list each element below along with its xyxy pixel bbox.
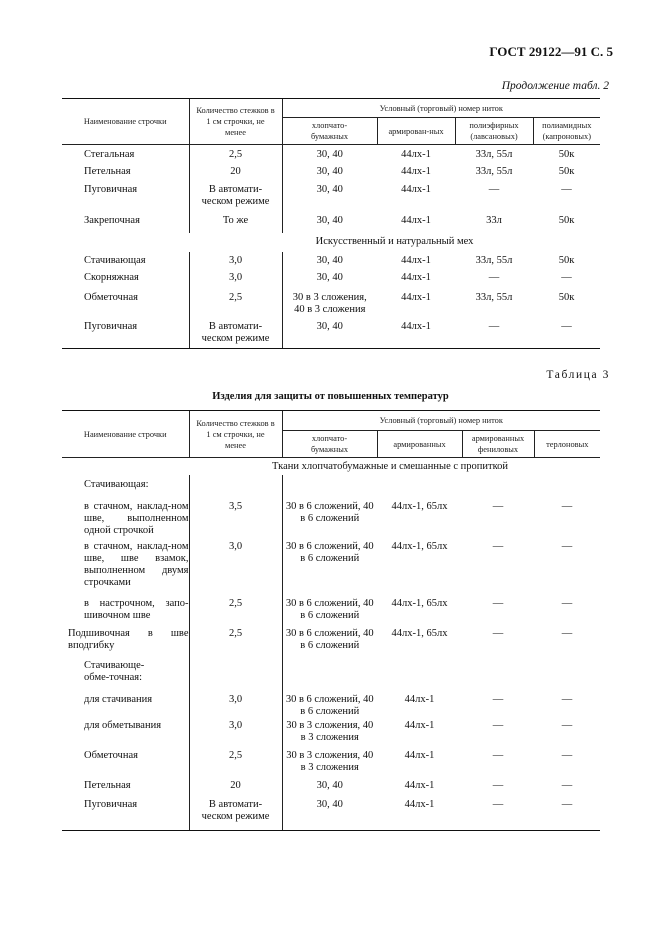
row-stitches: 3,0 (189, 718, 282, 748)
row-stitches: 2,5 (189, 748, 282, 778)
row-cotton: 30, 40 (282, 145, 377, 164)
header-thread-group: Условный (торговый) номер ниток (282, 99, 600, 118)
row-fen: — (492, 693, 504, 705)
row-arm: 44лх-1, 65лх (391, 500, 448, 512)
row-name: в стачном, наклад-ном шве, шве взамок, выполненном двумя строчками (84, 540, 189, 588)
row-arm: 44лх-1 (401, 149, 431, 160)
row-ter: — (561, 779, 573, 791)
row-stitches: 3,0 (189, 688, 282, 718)
row-arm: 44лх-1, 65лх (391, 627, 448, 639)
row-cotton: 30, 40 (282, 778, 377, 796)
row-poly: — (488, 183, 500, 195)
row-ter: — (561, 540, 573, 552)
row-name: в стачном, наклад-ном шве, выполненном одной строчкой (84, 500, 189, 536)
row-cotton: 30, 40 (282, 270, 377, 290)
row-fen: — (462, 796, 534, 831)
table-row (62, 164, 600, 182)
header-sub-cotton: хлопчато-бумажных (282, 118, 377, 145)
row-arm: 44лх-1, 65лх (391, 540, 448, 552)
table-row (62, 252, 600, 270)
row-ter: — (561, 693, 573, 705)
table-row (62, 688, 600, 718)
section-title: Искусственный и натуральный мех (315, 235, 474, 247)
row-name: Скорняжная (84, 271, 139, 283)
header-name: Наименование строчки (62, 99, 189, 145)
row-name: Пуговичная (84, 183, 138, 195)
row-name: Пуговичная (62, 796, 189, 831)
header-stitches: Количество стежков в 1 см строчки, не менее (189, 99, 282, 145)
row-cotton: 30, 40 (282, 213, 377, 233)
header-sub-pa: полиамидных (капроновых) (533, 118, 600, 145)
row-cotton: 30 в 6 сложений, 40 в 6 сложений (282, 494, 377, 539)
header-sub-fen: армированных фениловых (462, 431, 534, 458)
group-label: Стачивающе-обме-точная: (84, 659, 145, 683)
row-name: Пуговичная (62, 320, 189, 349)
row-arm: 44лх-1 (404, 719, 435, 731)
row-cotton: 30 в 3 сложения, 40 в 3 сложения (282, 748, 377, 778)
row-arm: 44лх-1 (401, 183, 431, 195)
row-stitches: 3,0 (189, 252, 282, 270)
row-pa: 50к (558, 149, 575, 160)
row-arm: 44лх-1 (401, 254, 431, 266)
row-cotton: 30, 40 (282, 320, 377, 349)
table-2 (62, 98, 600, 349)
row-stitches: 2,5 (189, 145, 282, 164)
row-cotton: 30, 40 (282, 252, 377, 270)
table-row (62, 182, 600, 213)
page-header: ГОСТ 29122—91 С. 5 (489, 44, 613, 59)
row-arm: 44лх-1 (404, 749, 435, 761)
row-fen: — (492, 779, 504, 791)
row-arm: 44лх-1 (401, 165, 431, 177)
header-sub-cotton: хлопчато-бумажных (282, 431, 377, 458)
table-row (62, 145, 600, 164)
row-fen: — (492, 627, 504, 639)
row-stitches: 20 (189, 164, 282, 182)
row-stitches: В автомати-ческом режиме (189, 182, 282, 213)
table-row (62, 290, 600, 320)
table-section-row (62, 458, 600, 475)
row-stitches: То же (189, 213, 282, 233)
header-sub-arm: армированных (377, 431, 462, 458)
row-poly: 33л, 55л (475, 165, 513, 177)
row-pa: — (533, 320, 600, 349)
header-thread-group: Условный (торговый) номер ниток (282, 411, 600, 431)
row-cotton: 30, 40 (282, 182, 377, 213)
row-cotton: 30 в 6 сложений, 40 в 6 сложений (282, 539, 377, 596)
row-arm: 44лх-1 (377, 320, 455, 349)
row-stitches: 20 (189, 778, 282, 796)
table-row (62, 494, 600, 539)
row-arm: 44лх-1 (377, 796, 462, 831)
row-stitches: 3,0 (189, 270, 282, 290)
row-stitches: 2,5 (189, 290, 282, 320)
row-fen: — (492, 500, 504, 512)
row-pa: — (561, 271, 572, 283)
row-name: Обметочная (84, 291, 138, 303)
table-section-row (62, 233, 600, 252)
row-pa: 50к (558, 291, 575, 303)
row-cotton: 30 в 6 сложений, 40 в 6 сложений (282, 688, 377, 718)
row-cotton: 30 в 3 сложения, 40 в 3 сложения (282, 718, 377, 748)
row-name: в настрочном, запо-шивочном шве (84, 597, 189, 621)
row-cotton: 30, 40 (282, 796, 377, 831)
row-poly: 33л, 55л (475, 291, 513, 303)
row-cotton: 30 в 6 сложений, 40 в 6 сложений (282, 596, 377, 626)
section-title: Ткани хлопчатобумажные и смешанные с пропиткой (271, 461, 509, 472)
row-poly: 33л, 55л (475, 149, 513, 160)
row-ter: — (561, 500, 573, 512)
table-row (62, 778, 600, 796)
row-ter: — (561, 719, 573, 731)
row-arm: 44лх-1 (401, 271, 431, 283)
row-stitches: 3,0 (189, 539, 282, 596)
row-name: для стачивания (84, 693, 153, 705)
row-cotton: 30 в 3 сложения, 40 в 3 сложения (282, 290, 377, 320)
row-pa: 50к (558, 254, 575, 266)
row-pa: 50к (558, 214, 575, 226)
row-fen: — (492, 540, 504, 552)
table-3-number: Таблица 3 (546, 369, 610, 381)
row-ter: — (561, 749, 573, 761)
row-poly: — (455, 320, 533, 349)
row-name: Стачивающая (84, 254, 146, 266)
table-row (62, 626, 600, 657)
row-name: для обметывания (84, 719, 162, 731)
row-poly: 33л (486, 214, 502, 226)
row-arm: 44лх-1 (404, 693, 435, 705)
table-row (62, 213, 600, 233)
table-row (62, 539, 600, 596)
table-3-title: Изделия для защиты от повышенных температур (212, 391, 449, 402)
row-poly: — (488, 271, 500, 283)
row-arm: 44лх-1 (401, 214, 431, 226)
header-name: Наименование строчки (62, 411, 189, 458)
table-3 (62, 410, 600, 831)
row-fen: — (492, 749, 504, 761)
header-sub-arm: армирован-ных (377, 118, 455, 145)
row-stitches: 2,5 (189, 626, 282, 657)
header-sub-poly: полиэфирных (лавсановых) (455, 118, 533, 145)
header-sub-ter: терлоновых (534, 431, 600, 458)
row-arm: 44лх-1, 65лх (391, 597, 448, 609)
table-group-row (62, 657, 600, 688)
table-row (62, 718, 600, 748)
row-stitches: 3,5 (189, 494, 282, 539)
row-fen: — (492, 597, 504, 609)
row-pa: 50к (558, 165, 575, 177)
row-fen: — (492, 719, 504, 731)
row-cotton: 30 в 6 сложений, 40 в 6 сложений (282, 626, 377, 657)
row-ter: — (534, 796, 600, 831)
row-poly: 33л, 55л (475, 254, 513, 266)
row-cotton: 30, 40 (282, 164, 377, 182)
table-continuation-label: Продолжение табл. 2 (501, 80, 609, 92)
row-name: Обметочная (84, 749, 138, 761)
table-row (62, 270, 600, 290)
row-stitches: В автомати-ческом режиме (189, 320, 282, 349)
row-name: Закрепочная (84, 214, 140, 226)
table-row (62, 796, 600, 831)
row-arm: 44лх-1 (404, 779, 435, 791)
table-row (62, 320, 600, 349)
group-label: Стачивающая: (84, 478, 149, 490)
table-row (62, 596, 600, 626)
row-name: Подшивочная в шве вподгибку (68, 627, 189, 651)
table-row (62, 748, 600, 778)
row-name: Петельная (84, 779, 131, 791)
row-pa: — (561, 183, 572, 195)
header-stitches: Количество стежков в 1 см строчки, не менее (189, 411, 282, 458)
row-ter: — (561, 627, 573, 639)
row-ter: — (561, 597, 573, 609)
row-stitches: В автомати-ческом режиме (189, 796, 282, 831)
row-name: Петельная (84, 165, 131, 177)
row-name: Стегальная (84, 149, 135, 160)
row-arm: 44лх-1 (401, 291, 431, 303)
row-stitches: 2,5 (189, 596, 282, 626)
table-group-row (62, 475, 600, 494)
